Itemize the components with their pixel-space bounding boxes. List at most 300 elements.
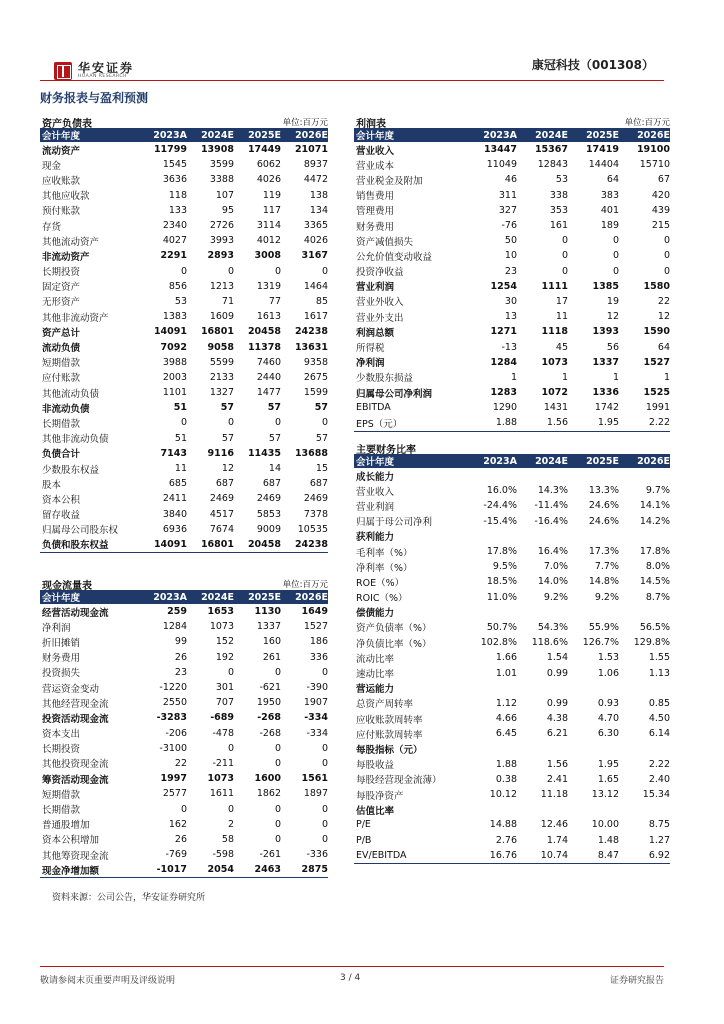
row-label: 应付账款 — [42, 373, 81, 385]
table-title: 现金流量表 — [42, 581, 92, 592]
row-label: 每股指标（元） — [356, 744, 423, 756]
table-cell: 17449 — [247, 144, 281, 156]
row-label: 公允价值变动收益 — [356, 251, 433, 263]
table-cell: 7092 — [160, 341, 187, 353]
table-cell: 4012 — [256, 235, 281, 247]
table-cell: 2440 — [256, 371, 281, 383]
table-cell: 71 — [221, 295, 234, 307]
table-cell: 1337 — [592, 356, 619, 368]
row-label: 投资活动现金流 — [42, 713, 109, 725]
row-label: 资本公积 — [42, 494, 81, 506]
table-cell: 51 — [174, 432, 187, 444]
row-label: 短期借款 — [42, 358, 81, 370]
table-cell: 1950 — [256, 697, 281, 709]
table-cell: 9.2% — [543, 591, 568, 603]
income-statement-table — [354, 114, 670, 432]
row-label: 负债合计 — [42, 449, 81, 461]
table-row — [354, 544, 670, 559]
table-unit: 单位:百万元 — [624, 118, 670, 128]
table-cell: 14.5% — [639, 576, 670, 588]
table-cell: 7378 — [303, 508, 328, 520]
table-row — [40, 604, 328, 619]
table-cell: 1271 — [490, 326, 517, 338]
table-cell: 1073 — [209, 621, 234, 633]
table-cell: 56 — [606, 341, 619, 353]
table-cell: 2893 — [207, 250, 234, 262]
row-label: 每股收益 — [356, 760, 395, 772]
table-cell: 10 — [504, 250, 517, 262]
brand-logo — [54, 62, 134, 80]
table-cell: 4026 — [303, 235, 328, 247]
table-row — [40, 665, 328, 680]
table-row — [40, 218, 328, 233]
table-row — [40, 537, 328, 552]
table-cell: 2 — [227, 818, 234, 830]
table-row — [354, 833, 670, 848]
table-row — [354, 264, 670, 279]
row-label: 非流动资产 — [42, 251, 90, 263]
row-label: 利润总额 — [356, 327, 395, 339]
table-row — [40, 817, 328, 832]
table-cell: 0 — [612, 250, 619, 262]
table-cell: 6.14 — [648, 728, 670, 740]
table-row — [40, 142, 328, 157]
table-header-row — [354, 454, 670, 468]
table-cell: 8937 — [303, 159, 328, 171]
table-cell: 1130 — [254, 606, 281, 618]
table-cell: 14.8% — [588, 576, 619, 588]
table-row — [40, 741, 328, 756]
table-row — [40, 680, 328, 695]
table-cell: 1383 — [162, 311, 187, 323]
row-label: 短期借款 — [42, 789, 81, 801]
table-cell: 0.99 — [546, 697, 568, 709]
source-note: 资料来源：公司公告，华安证券研究所 — [52, 893, 206, 903]
table-cell: 119 — [262, 189, 281, 201]
table-cell: 7143 — [160, 447, 187, 459]
cash-flow-table — [40, 576, 328, 878]
table-cell: 15.34 — [642, 789, 670, 801]
table-cell: 0 — [274, 757, 281, 769]
table-cell: 4517 — [209, 508, 234, 520]
table-cell: 0 — [180, 265, 187, 277]
table-row — [40, 634, 328, 649]
table-row — [354, 385, 670, 400]
table-cell: 11.0% — [486, 591, 517, 603]
table-cell: 687 — [215, 478, 234, 490]
table-cell: 1561 — [301, 773, 328, 785]
table-cell: 0 — [663, 235, 670, 247]
table-cell: 107 — [215, 189, 234, 201]
table-cell: 1118 — [541, 326, 568, 338]
table-cell: 14 — [268, 463, 281, 475]
table-row — [354, 787, 670, 802]
table-cell: 707 — [215, 697, 234, 709]
row-label: 筹资活动现金流 — [42, 774, 109, 786]
table-row — [40, 294, 328, 309]
table-cell: 20458 — [247, 538, 281, 550]
row-label: 获利能力 — [356, 532, 395, 544]
column-header: 2025E — [248, 591, 281, 603]
table-cell: 6062 — [256, 159, 281, 171]
table-cell: 301 — [215, 682, 234, 694]
table-cell: 0 — [227, 417, 234, 429]
table-cell: 8.7% — [645, 591, 670, 603]
column-header: 2024E — [535, 455, 568, 467]
table-cell: 2.22 — [648, 758, 670, 770]
table-row — [40, 461, 328, 476]
table-cell: 4.38 — [546, 713, 568, 725]
table-cell: -1220 — [159, 682, 187, 694]
table-cell: 14404 — [588, 159, 619, 171]
table-cell: 1.88 — [495, 758, 517, 770]
table-cell: 1600 — [254, 773, 281, 785]
table-cell: 9116 — [207, 447, 234, 459]
table-cell: 2675 — [303, 371, 328, 383]
column-header: 会计年度 — [42, 593, 81, 604]
table-row — [40, 339, 328, 354]
row-label: 其他流动负债 — [42, 388, 100, 400]
table-cell: 24238 — [294, 326, 328, 338]
table-cell: 15367 — [534, 144, 568, 156]
table-cell: 0 — [274, 833, 281, 845]
table-row — [40, 726, 328, 741]
table-cell: 401 — [600, 204, 619, 216]
table-cell: 2469 — [256, 493, 281, 505]
table-cell: 1 — [663, 371, 670, 383]
row-label: 财务费用 — [42, 653, 81, 665]
column-header: 2026E — [637, 455, 670, 467]
table-title: 主要财务比率 — [356, 445, 416, 456]
column-header: 2025E — [586, 455, 619, 467]
table-cell: 53 — [174, 295, 187, 307]
table-cell: 22 — [657, 295, 670, 307]
logo-cn-text: 华安证券 — [78, 61, 135, 75]
table-cell: 16801 — [200, 326, 234, 338]
table-cell: 10.12 — [489, 789, 517, 801]
table-caption — [40, 114, 328, 128]
row-label: 销售费用 — [356, 191, 395, 203]
table-row — [354, 468, 670, 483]
row-label: 其他流动资产 — [42, 236, 100, 248]
footer-divider — [40, 966, 664, 967]
row-label: EV/EBITDA — [356, 849, 407, 861]
row-label: 其他非流动负债 — [42, 434, 109, 446]
table-row — [354, 772, 670, 787]
table-cell: 1385 — [592, 280, 619, 292]
table-cell: 6.45 — [495, 728, 517, 740]
table-row — [354, 483, 670, 498]
row-label: 折旧摊销 — [42, 637, 81, 649]
table-cell: 12 — [606, 311, 619, 323]
table-cell: 1.65 — [597, 773, 619, 785]
row-label: 归属于母公司净利 — [356, 517, 433, 529]
table-cell: 57 — [268, 432, 281, 444]
table-cell: 19100 — [636, 144, 670, 156]
table-row — [354, 157, 670, 172]
row-label: 长期借款 — [42, 418, 81, 430]
table-cell: 0 — [321, 742, 328, 754]
table-row — [40, 415, 328, 430]
table-cell: 2577 — [162, 788, 187, 800]
column-header: 2026E — [295, 129, 328, 141]
table-cell: 67 — [657, 174, 670, 186]
table-cell: 4026 — [256, 174, 281, 186]
row-label: 其他投资现金流 — [42, 759, 109, 771]
table-row — [40, 264, 328, 279]
column-header: 2023A — [483, 455, 517, 467]
table-cell: 11378 — [247, 341, 281, 353]
table-cell: 21071 — [294, 144, 328, 156]
table-row — [40, 370, 328, 385]
table-cell: 0 — [274, 818, 281, 830]
row-label: 所得税 — [356, 343, 385, 355]
row-label: 经营活动现金流 — [42, 607, 109, 619]
table-row — [354, 248, 670, 263]
table-cell: 11 — [555, 311, 568, 323]
table-cell: 1111 — [541, 280, 568, 292]
column-header: 会计年度 — [356, 457, 395, 468]
table-cell: 5599 — [209, 356, 234, 368]
table-cell: 192 — [215, 651, 234, 663]
table-row — [40, 446, 328, 461]
table-cell: 0 — [274, 417, 281, 429]
table-cell: -24.4% — [483, 500, 517, 512]
table-cell: 13447 — [483, 144, 517, 156]
table-cell: 336 — [309, 651, 328, 663]
table-cell: 353 — [549, 204, 568, 216]
table-row — [40, 476, 328, 491]
table-cell: 2.76 — [495, 834, 517, 846]
table-cell: 1213 — [209, 280, 234, 292]
table-cell: 64 — [606, 174, 619, 186]
company-name: 康冠科技（001308） — [531, 58, 654, 72]
table-row — [354, 324, 670, 339]
table-cell: 17 — [555, 295, 568, 307]
table-cell: 0 — [663, 265, 670, 277]
row-label: 资产总计 — [42, 327, 81, 339]
row-label: 归属母公司净利润 — [356, 388, 433, 400]
table-cell: 160 — [262, 636, 281, 648]
table-cell: 3114 — [256, 220, 281, 232]
table-cell: 13.12 — [591, 789, 619, 801]
table-row — [354, 817, 670, 832]
row-label: 成长能力 — [356, 471, 395, 483]
table-cell: 13 — [504, 311, 517, 323]
table-cell: -769 — [165, 849, 187, 861]
row-label: 预付账款 — [42, 206, 81, 218]
table-bottom-rule — [354, 431, 670, 432]
table-cell: -598 — [212, 849, 234, 861]
table-cell: 3008 — [254, 250, 281, 262]
table-cell: 85 — [315, 295, 328, 307]
table-cell: 5853 — [256, 508, 281, 520]
table-cell: 0 — [321, 803, 328, 815]
table-cell: 1073 — [541, 356, 568, 368]
table-row — [40, 786, 328, 801]
table-row — [40, 801, 328, 816]
table-cell: 6.92 — [648, 849, 670, 861]
row-label: 普通股增加 — [42, 820, 90, 832]
row-label: 资本支出 — [42, 729, 81, 741]
table-cell: -3283 — [156, 712, 187, 724]
table-bottom-rule — [40, 877, 328, 878]
table-cell: 0 — [321, 833, 328, 845]
column-header: 2024E — [201, 129, 234, 141]
table-cell: 0.85 — [648, 697, 670, 709]
table-row — [40, 188, 328, 203]
table-cell: -3100 — [159, 742, 187, 754]
table-cell: 162 — [168, 818, 187, 830]
row-label: 营运能力 — [356, 684, 395, 696]
table-header-row — [40, 128, 328, 142]
table-row — [354, 233, 670, 248]
table-cell: 856 — [168, 280, 187, 292]
table-cell: 2469 — [303, 493, 328, 505]
column-header: 2024E — [535, 129, 568, 141]
table-cell: 1.06 — [597, 667, 619, 679]
table-caption — [354, 114, 670, 128]
table-cell: 46 — [504, 174, 517, 186]
table-cell: 0 — [274, 742, 281, 754]
table-row — [40, 233, 328, 248]
table-cell: 6936 — [162, 523, 187, 535]
table-cell: 50.7% — [486, 621, 517, 633]
table-row — [354, 665, 670, 680]
table-row — [354, 802, 670, 817]
table-cell: 18.5% — [486, 576, 517, 588]
table-cell: 0 — [274, 666, 281, 678]
table-cell: -13 — [501, 341, 517, 353]
logo-en-text: HUAAN RESEARCH — [78, 74, 127, 79]
table-cell: 1284 — [490, 356, 517, 368]
table-cell: 11.18 — [540, 789, 568, 801]
table-cell: 261 — [262, 651, 281, 663]
table-cell: -261 — [259, 849, 281, 861]
table-row — [354, 574, 670, 589]
table-row — [354, 309, 670, 324]
table-cell: -478 — [212, 727, 234, 739]
table-cell: 99 — [174, 636, 187, 648]
row-label: 估值比率 — [356, 805, 395, 817]
table-cell: 7.0% — [543, 561, 568, 573]
column-header: 2024E — [201, 591, 234, 603]
table-cell: 0 — [274, 265, 281, 277]
table-cell: 2463 — [254, 864, 281, 876]
table-row — [354, 218, 670, 233]
footer-report-type: 证券研究报告 — [609, 976, 664, 986]
table-cell: 24.6% — [588, 500, 619, 512]
table-cell: 0 — [180, 417, 187, 429]
row-label: 管理费用 — [356, 206, 395, 218]
table-cell: 16801 — [200, 538, 234, 550]
column-header: 2025E — [586, 129, 619, 141]
table-cell: 2469 — [209, 493, 234, 505]
table-cell: 57 — [267, 402, 281, 414]
table-cell: 1 — [612, 371, 619, 383]
table-cell: 3988 — [162, 356, 187, 368]
table-row — [354, 650, 670, 665]
table-cell: 30 — [504, 295, 517, 307]
table-cell: 2.40 — [648, 773, 670, 785]
table-cell: 14.88 — [489, 819, 517, 831]
table-cell: -689 — [210, 712, 234, 724]
table-cell: 2.41 — [546, 773, 568, 785]
table-cell: 215 — [651, 220, 670, 232]
table-row — [354, 726, 670, 741]
table-cell: -1017 — [156, 864, 187, 876]
row-label: 营业成本 — [356, 160, 395, 172]
table-cell: 118.6% — [531, 637, 568, 649]
table-row — [40, 507, 328, 522]
table-row — [354, 848, 670, 863]
row-label: 投资净收益 — [356, 267, 404, 279]
table-cell: -336 — [306, 849, 328, 861]
column-header: 2026E — [637, 129, 670, 141]
table-cell: 0 — [227, 803, 234, 815]
table-row — [40, 203, 328, 218]
table-cell: 57 — [220, 402, 234, 414]
table-cell: 11435 — [247, 447, 281, 459]
table-row — [354, 498, 670, 513]
table-title: 利润表 — [356, 119, 386, 130]
table-row — [354, 741, 670, 756]
row-label: 其他应收款 — [42, 191, 90, 203]
table-cell: 1609 — [209, 311, 234, 323]
row-label: 非流动负债 — [42, 403, 90, 415]
table-cell: 11049 — [486, 159, 517, 171]
row-label: 流动比率 — [356, 653, 395, 665]
row-label: 营业利润 — [356, 501, 395, 513]
table-row — [354, 355, 670, 370]
table-cell: 4.66 — [495, 713, 517, 725]
row-label: 应收账款周转率 — [356, 714, 423, 726]
table-row — [354, 172, 670, 187]
table-cell: 0 — [561, 250, 568, 262]
row-label: 营业收入 — [356, 486, 395, 498]
table-cell: 15710 — [639, 159, 670, 171]
row-label: 留存收益 — [42, 510, 81, 522]
row-label: 投资损失 — [42, 668, 81, 680]
table-row — [40, 650, 328, 665]
table-cell: 685 — [168, 478, 187, 490]
table-row — [354, 203, 670, 218]
table-cell: 1653 — [207, 606, 234, 618]
table-cell: 152 — [215, 636, 234, 648]
table-row — [40, 847, 328, 862]
table-cell: 1862 — [256, 788, 281, 800]
table-cell: 134 — [309, 204, 328, 216]
table-cell: 1649 — [301, 606, 328, 618]
table-cell: 129.8% — [633, 637, 670, 649]
table-cell: 1.55 — [648, 652, 670, 664]
row-label: 负债和股东权益 — [42, 540, 109, 552]
table-cell: 9358 — [303, 356, 328, 368]
row-label: 少数股东损益 — [356, 373, 414, 385]
row-label: 毛利率（%） — [356, 547, 413, 559]
table-cell: 51 — [173, 402, 187, 414]
row-label: 资产负债率（%） — [356, 623, 432, 635]
table-cell: 14.0% — [537, 576, 568, 588]
table-row — [40, 400, 328, 415]
table-cell: 26 — [174, 833, 187, 845]
table-row — [354, 559, 670, 574]
column-header: 会计年度 — [356, 131, 395, 142]
table-cell: 1101 — [162, 387, 187, 399]
row-label: ROE（%） — [356, 577, 405, 589]
table-cell: 3636 — [162, 174, 187, 186]
table-cell: 2003 — [162, 371, 187, 383]
